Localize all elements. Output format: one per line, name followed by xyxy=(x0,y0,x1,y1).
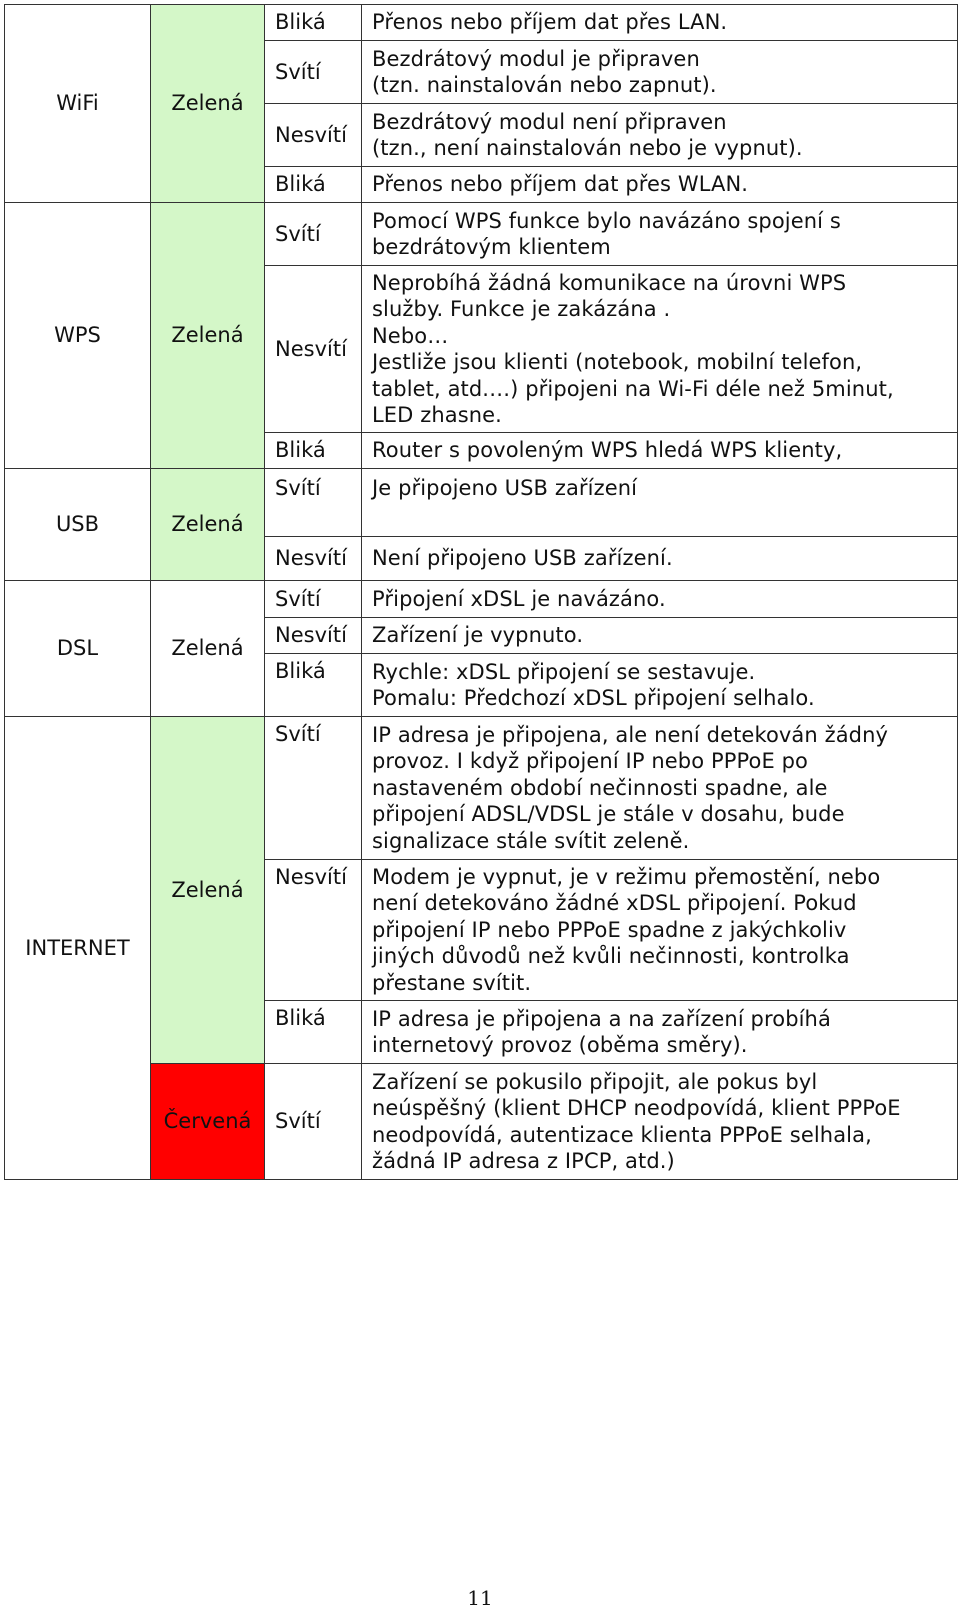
led-state: Nesvítí xyxy=(265,860,362,1001)
led-description: Přenos nebo příjem dat přes WLAN. xyxy=(362,167,958,203)
led-state: Nesvítí xyxy=(265,537,362,581)
led-description: Připojení xDSL je navázáno. xyxy=(362,581,958,618)
led-description: Pomocí WPS funkce bylo navázáno spojení s bezdrátovým klientem xyxy=(362,203,958,266)
led-color-red: Červená xyxy=(151,1064,265,1180)
led-description: Je připojeno USB zařízení xyxy=(362,469,958,537)
table-row xyxy=(5,5,958,41)
device-name-usb: USB xyxy=(5,469,151,581)
led-color: Zelená xyxy=(151,203,265,469)
led-color: Zelená xyxy=(151,469,265,581)
led-state: Bliká xyxy=(265,5,362,41)
page-number: 11 xyxy=(467,1586,493,1610)
led-description: Modem je vypnut, je v režimu přemostění, nebo není detekováno žádné xDSL připojení. Pokud připojení IP nebo PPPoE spadne z jakýchkoliv jiných důvodů než kvůli nečinnosti, kontrolka přestane svítit. xyxy=(362,860,958,1001)
led-state: Bliká xyxy=(265,654,362,717)
led-state: Bliká xyxy=(265,433,362,469)
led-state: Bliká xyxy=(265,167,362,203)
led-description: Přenos nebo příjem dat přes LAN. xyxy=(362,5,958,41)
led-state: Nesvítí xyxy=(265,266,362,433)
device-name-wifi: WiFi xyxy=(5,5,151,203)
led-description: Zařízení se pokusilo připojit, ale pokus byl neúspěšný (klient DHCP neodpovídá, klient PPPoE neodpovídá, autentizace klienta PPPoE selhala, žádná IP adresa z IPCP, atd.) xyxy=(362,1064,958,1180)
led-state: Svítí xyxy=(265,717,362,860)
led-description: Neprobíhá žádná komunikace na úrovni WPS služby. Funkce je zakázána . Nebo… Jestliže jsou klienti (notebook, mobilní telefon, tablet, atd.…) připojeni na Wi-Fi déle než 5minut, LED zhasne. xyxy=(362,266,958,433)
led-color: Zelená xyxy=(151,581,265,717)
led-description: Rychle: xDSL připojení se sestavuje. Pomalu: Předchozí xDSL připojení selhalo. xyxy=(362,654,958,717)
led-color: Zelená xyxy=(151,717,265,1064)
led-state: Nesvítí xyxy=(265,618,362,654)
led-description: Bezdrátový modul není připraven (tzn., není nainstalován nebo je vypnut). xyxy=(362,104,958,167)
led-description: Není připojeno USB zařízení. xyxy=(362,537,958,581)
led-state: Svítí xyxy=(265,469,362,537)
led-status-table xyxy=(4,4,958,1180)
led-description: IP adresa je připojena, ale není detekován žádný provoz. I když připojení IP nebo PPPoE po nastaveném období nečinnosti spadne, ale připojení ADSL/VDSL je stále v dosahu, bude signalizace stále svítit zeleně. xyxy=(362,717,958,860)
led-state: Bliká xyxy=(265,1001,362,1064)
table-row xyxy=(5,581,958,618)
led-state: Svítí xyxy=(265,41,362,104)
led-description: IP adresa je připojena a na zařízení probíhá internetový provoz (oběma směry). xyxy=(362,1001,958,1064)
table-row xyxy=(5,469,958,537)
led-state: Svítí xyxy=(265,581,362,618)
led-state: Svítí xyxy=(265,203,362,266)
table-row xyxy=(5,717,958,860)
device-name-dsl: DSL xyxy=(5,581,151,717)
table-row xyxy=(5,203,958,266)
led-state: Nesvítí xyxy=(265,104,362,167)
device-name-internet: INTERNET xyxy=(5,717,151,1180)
device-name-wps: WPS xyxy=(5,203,151,469)
led-description: Zařízení je vypnuto. xyxy=(362,618,958,654)
led-description: Router s povoleným WPS hledá WPS klienty, xyxy=(362,433,958,469)
led-description: Bezdrátový modul je připraven (tzn. nainstalován nebo zapnut). xyxy=(362,41,958,104)
led-state: Svítí xyxy=(265,1064,362,1180)
led-color: Zelená xyxy=(151,5,265,203)
